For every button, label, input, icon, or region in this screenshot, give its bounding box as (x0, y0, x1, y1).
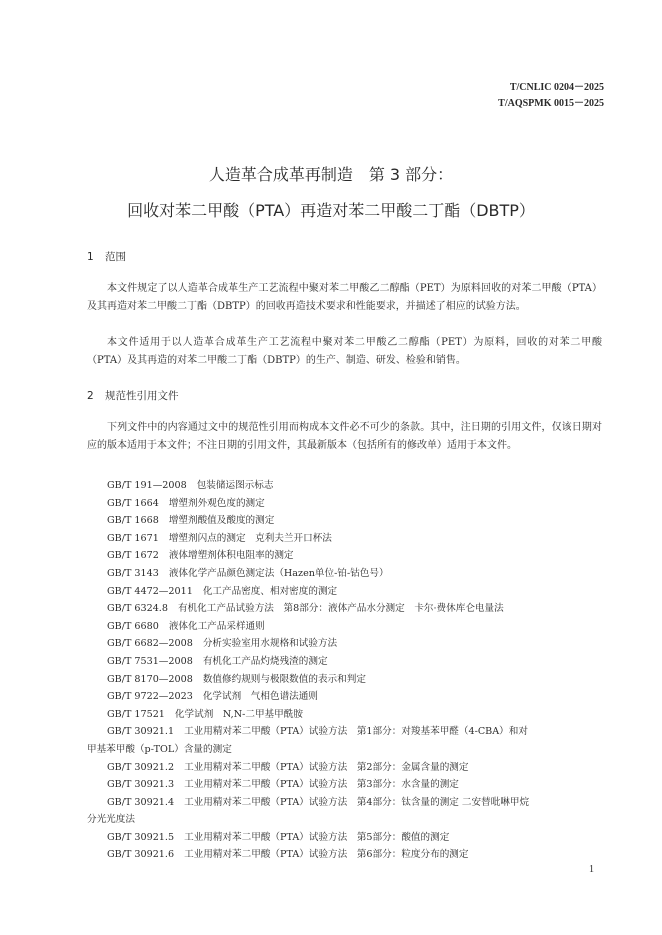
section-2-title: 规范性引用文件 (105, 390, 179, 402)
title-line-2: 回收对苯二甲酸（PTA）再造对苯二甲酸二丁酯（DBTP） (127, 201, 535, 220)
standard-codes (498, 80, 604, 112)
section-1-paragraph-2: 本文件适用于以人造革合成革生产工艺流程中聚对苯二甲酸乙二醇酯（PET）为原料，回收的对苯二甲酸（PTA）及其再造的对苯二甲酸二丁酯（DBTP）的生产、制造、研发、检验和销售。 (87, 337, 602, 366)
reference-item: GB/T 1671 增塑剂闪点的测定 克利夫兰开口杯法 (107, 532, 332, 544)
reference-item: GB/T 17521 化学试剂 N,N-二甲基甲酰胺 (107, 708, 303, 720)
title-line-1: 人造革合成革再制造 第 3 部分： (208, 165, 454, 184)
reference-item: GB/T 6324.8 有机化工产品试验方法 第8部分：液体产品水分测定 卡尔·费休库仑电量法 (107, 603, 504, 615)
document-title (0, 157, 662, 229)
reference-item: GB/T 7531—2008 有机化工产品灼烧残渣的测定 (107, 655, 328, 667)
reference-item: GB/T 30921.5 工业用精对苯二甲酸（PTA）试验方法 第5部分：酸值的测定 (107, 831, 450, 843)
reference-item: GB/T 30921.2 工业用精对苯二甲酸（PTA）试验方法 第2部分：金属含量的测定 (107, 761, 469, 773)
reference-item: GB/T 191—2008 包装储运图示标志 (107, 480, 274, 491)
reference-item: GB/T 1668 增塑剂酸值及酸度的测定 (107, 515, 275, 527)
reference-item: GB/T 9722—2023 化学试剂 气相色谱法通则 (107, 691, 318, 703)
section-2-heading (87, 388, 179, 403)
standard-code-cnlic: T/CNLIC 0204－2025 (509, 82, 604, 93)
reference-item: GB/T 3143 液体化学产品颜色测定法（Hazen单位-铂-钴色号） (107, 567, 389, 579)
reference-item: GB/T 6682—2008 分析实验室用水规格和试验方法 (107, 638, 338, 650)
reference-item: GB/T 30921.1 工业用精对苯二甲酸（PTA）试验方法 第1部分：对羧基苯甲醛（4-CBA）和对 甲基苯甲酸（p-TOL）含量的测定 (87, 726, 528, 755)
section-2-intro: 下列文件中的内容通过文中的规范性引用而构成本文件必不可少的条款。其中，注日期的引用文件，仅该日期对应的版本适用于本文件；不注日期的引用文件，其最新版本（包括所有的修改单）适用于本文件。 (87, 422, 602, 451)
reference-item: GB/T 1672 液体增塑剂体积电阻率的测定 (107, 550, 294, 562)
section-1-heading (87, 249, 126, 264)
section-1-number: 1 (87, 251, 94, 263)
reference-item: GB/T 8170—2008 数值修约规则与极限数值的表示和判定 (107, 673, 366, 685)
reference-item: GB/T 4472—2011 化工产品密度、相对密度的测定 (107, 585, 338, 597)
page-number: 1 (589, 864, 594, 875)
reference-list (87, 477, 602, 864)
reference-item: GB/T 1664 增塑剂外观色度的测定 (107, 497, 265, 509)
reference-item: GB/T 6680 液体化工产品采样通则 (107, 620, 265, 632)
reference-item: GB/T 30921.4 工业用精对苯二甲酸（PTA）试验方法 第4部分：钛含量的测定 二安替吡啉甲烷 分光光度法 (87, 796, 530, 826)
section-1-title: 范围 (105, 251, 126, 263)
section-1-paragraph-1: 本文件规定了以人造革合成革生产工艺流程中聚对苯二甲酸乙二醇酯（PET）为原料回收的对苯二甲酸（PTA）及其再造对苯二甲酸二丁酯（DBTP）的回收再造技术要求和性能要求，并描述了相应的试验方法。 (87, 283, 602, 312)
reference-item: GB/T 30921.6 工业用精对苯二甲酸（PTA）试验方法 第6部分：粒度分布的测定 (107, 849, 469, 861)
reference-item: GB/T 30921.3 工业用精对苯二甲酸（PTA）试验方法 第3部分：水含量的测定 (107, 779, 459, 791)
section-2-number: 2 (87, 390, 94, 402)
standard-code-aqspmk: T/AQSPMK 0015－2025 (498, 98, 604, 109)
